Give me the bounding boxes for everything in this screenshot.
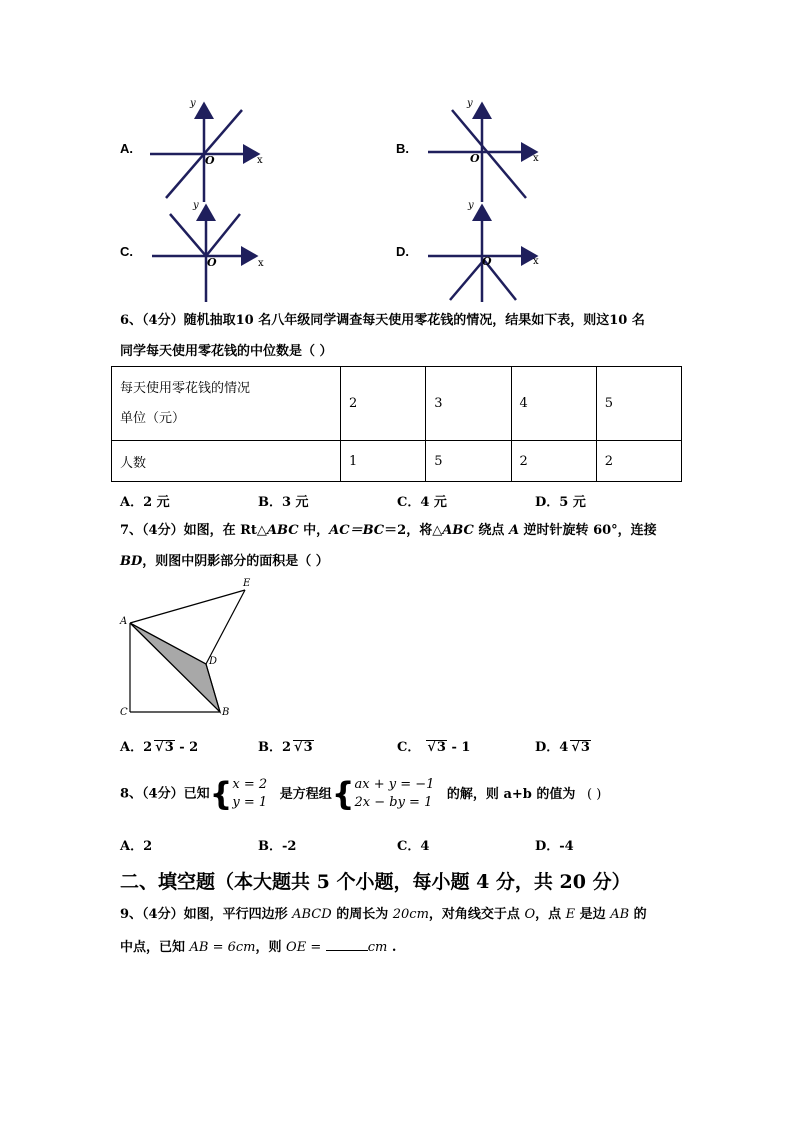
table-cell: 5: [596, 367, 681, 441]
q8-line: [120, 776, 575, 813]
origin-label: O: [470, 152, 480, 165]
q7-abc: ABC: [442, 523, 474, 538]
q7-text: 中，: [298, 523, 330, 538]
q7-text: ，则图中阴影部分的面积是（ ）: [142, 554, 329, 569]
opt-radicand: 3: [164, 740, 174, 755]
q8-text: 是方程组: [279, 786, 332, 802]
y-label: y: [468, 200, 474, 211]
q9-text: ，对角线交于点: [428, 907, 525, 922]
q6-option-d: D．5 元: [535, 495, 586, 510]
graph-b: [424, 98, 554, 204]
q7-option-d: D．4 √3: [535, 740, 590, 755]
graph-d: [424, 200, 554, 304]
opt-text: - 2: [174, 740, 199, 755]
q7-line2: [120, 554, 329, 570]
eq-line: ax + y = −1: [354, 777, 435, 792]
q9-math: OE =: [286, 940, 322, 955]
opt-radicand: 3: [303, 740, 313, 755]
graph-a: [146, 98, 276, 204]
q9-text: ，则: [255, 940, 287, 955]
table-cell: 4: [511, 367, 596, 441]
opt-radicand: 3: [580, 740, 590, 755]
q6-option-c: C．4 元: [397, 495, 447, 510]
option-b-label: B.: [396, 141, 409, 156]
brace-icon: {: [331, 775, 355, 813]
opt-text: A．2: [120, 740, 153, 755]
q8-answer-paren: ( ): [587, 787, 602, 802]
table-cell: 1: [341, 441, 426, 482]
q7-option-a: A．2 √3 - 2: [120, 740, 199, 755]
q6-table: [111, 366, 682, 482]
opt-text: B．2: [258, 740, 292, 755]
table-cell: 3: [426, 367, 511, 441]
origin-label: O: [205, 154, 215, 167]
q8-option-d: D．-4: [535, 839, 574, 854]
option-d-label: D.: [396, 244, 409, 259]
q9-math: 20cm: [392, 907, 429, 922]
q7-text: 绕点: [473, 523, 509, 538]
q7-option-c: C． √3 - 1: [397, 740, 471, 755]
q8-text: 8、（4分）已知: [120, 786, 210, 802]
y-label: y: [190, 98, 196, 109]
q7-text: 7、（4分）如图，在 Rt△: [120, 523, 267, 538]
q6-option-b: B．3 元: [258, 495, 309, 510]
section-title: 二、填空题（本大题共 5 个小题，每小题 4 分，共 20 分）: [120, 871, 631, 893]
q9-math: O: [524, 907, 536, 922]
q9-text: 的: [629, 907, 647, 922]
q9-math: E: [565, 907, 576, 922]
q8-option-c: C．4: [397, 839, 430, 854]
q9-text: 的周长为: [331, 907, 393, 922]
q7-eq: AC＝BC: [329, 523, 385, 538]
q9-math: cm: [367, 940, 388, 955]
q9-line1: [120, 907, 647, 923]
table-cell: 5: [426, 441, 511, 482]
header-line1: 每天使用零花钱的情况: [120, 380, 251, 396]
eq-line: 2x − by = 1: [354, 795, 433, 810]
q8-option-b: B．-2: [258, 839, 297, 854]
table-cell: 2: [511, 441, 596, 482]
header-line2: 单位（元）: [120, 410, 186, 426]
point-b-label: B: [222, 707, 230, 718]
point-e-label: E: [243, 578, 251, 589]
y-label: y: [193, 200, 199, 211]
table-cell: 2: [341, 367, 426, 441]
opt-radicand: 3: [436, 740, 446, 755]
q8-option-a: A．2: [120, 839, 153, 854]
table-cell: 人数: [112, 441, 341, 482]
q7-line1: [120, 523, 657, 539]
x-label: x: [533, 153, 539, 164]
origin-label: O: [207, 256, 217, 269]
table-cell: 2: [596, 441, 681, 482]
q7-figure: [116, 580, 266, 720]
q9-text: 9、（4分）如图，平行四边形: [120, 907, 293, 922]
q9-text: .: [391, 940, 397, 955]
q9-math: AB: [610, 907, 630, 922]
q8-system1: [232, 776, 267, 812]
point-a-label: A: [120, 616, 128, 627]
q9-math: ABCD: [292, 907, 332, 922]
x-label: x: [533, 256, 539, 267]
q7-abc: ABC: [266, 523, 299, 538]
opt-text: - 1: [446, 740, 471, 755]
q9-text: ，点: [535, 907, 566, 922]
opt-text: C．: [397, 740, 421, 755]
x-label: x: [258, 258, 264, 269]
opt-text: D．4: [535, 740, 569, 755]
segment-ed: [206, 590, 245, 664]
table-row: [112, 441, 682, 482]
eq-line: x = 2: [232, 777, 268, 792]
q7-option-b: B．2 √3: [258, 740, 313, 755]
x-label: x: [257, 155, 263, 166]
q7-text: ＝2，将△: [384, 523, 443, 538]
q6-option-a: A．2 元: [120, 495, 170, 510]
segment-ae: [130, 590, 245, 623]
point-d-label: D: [209, 656, 218, 667]
q8-system2: [354, 776, 434, 812]
answer-blank[interactable]: [326, 938, 368, 951]
brace-icon: {: [209, 775, 233, 813]
option-c-label: C.: [120, 244, 133, 259]
q9-text: 是边: [575, 907, 611, 922]
graph-c: [148, 200, 276, 304]
table-header-cell: [112, 367, 341, 441]
graph-line: [452, 110, 526, 198]
q6-line2: 同学每天使用零花钱的中位数是（ ）: [120, 344, 333, 359]
q9-math: AB = 6cm: [189, 940, 256, 955]
q7-text: 逆时针旋转 60°，连接: [519, 523, 657, 538]
origin-label: O: [482, 255, 492, 268]
y-label: y: [467, 98, 473, 109]
q8-text: 的解，则 a+b 的值为: [446, 786, 576, 802]
eq-line: y = 1: [232, 795, 268, 810]
option-a-label: A.: [120, 141, 133, 156]
q6-line1: 6、（4分）随机抽取10 名八年级同学调查每天使用零花钱的情况，结果如下表，则这10 名: [120, 313, 645, 328]
q7-a: A: [508, 523, 520, 538]
q7-bd: BD: [120, 554, 143, 569]
q9-line2: [120, 938, 396, 956]
point-c-label: C: [120, 707, 128, 718]
q9-text: 中点，已知: [120, 940, 190, 955]
table-row: [112, 367, 682, 441]
